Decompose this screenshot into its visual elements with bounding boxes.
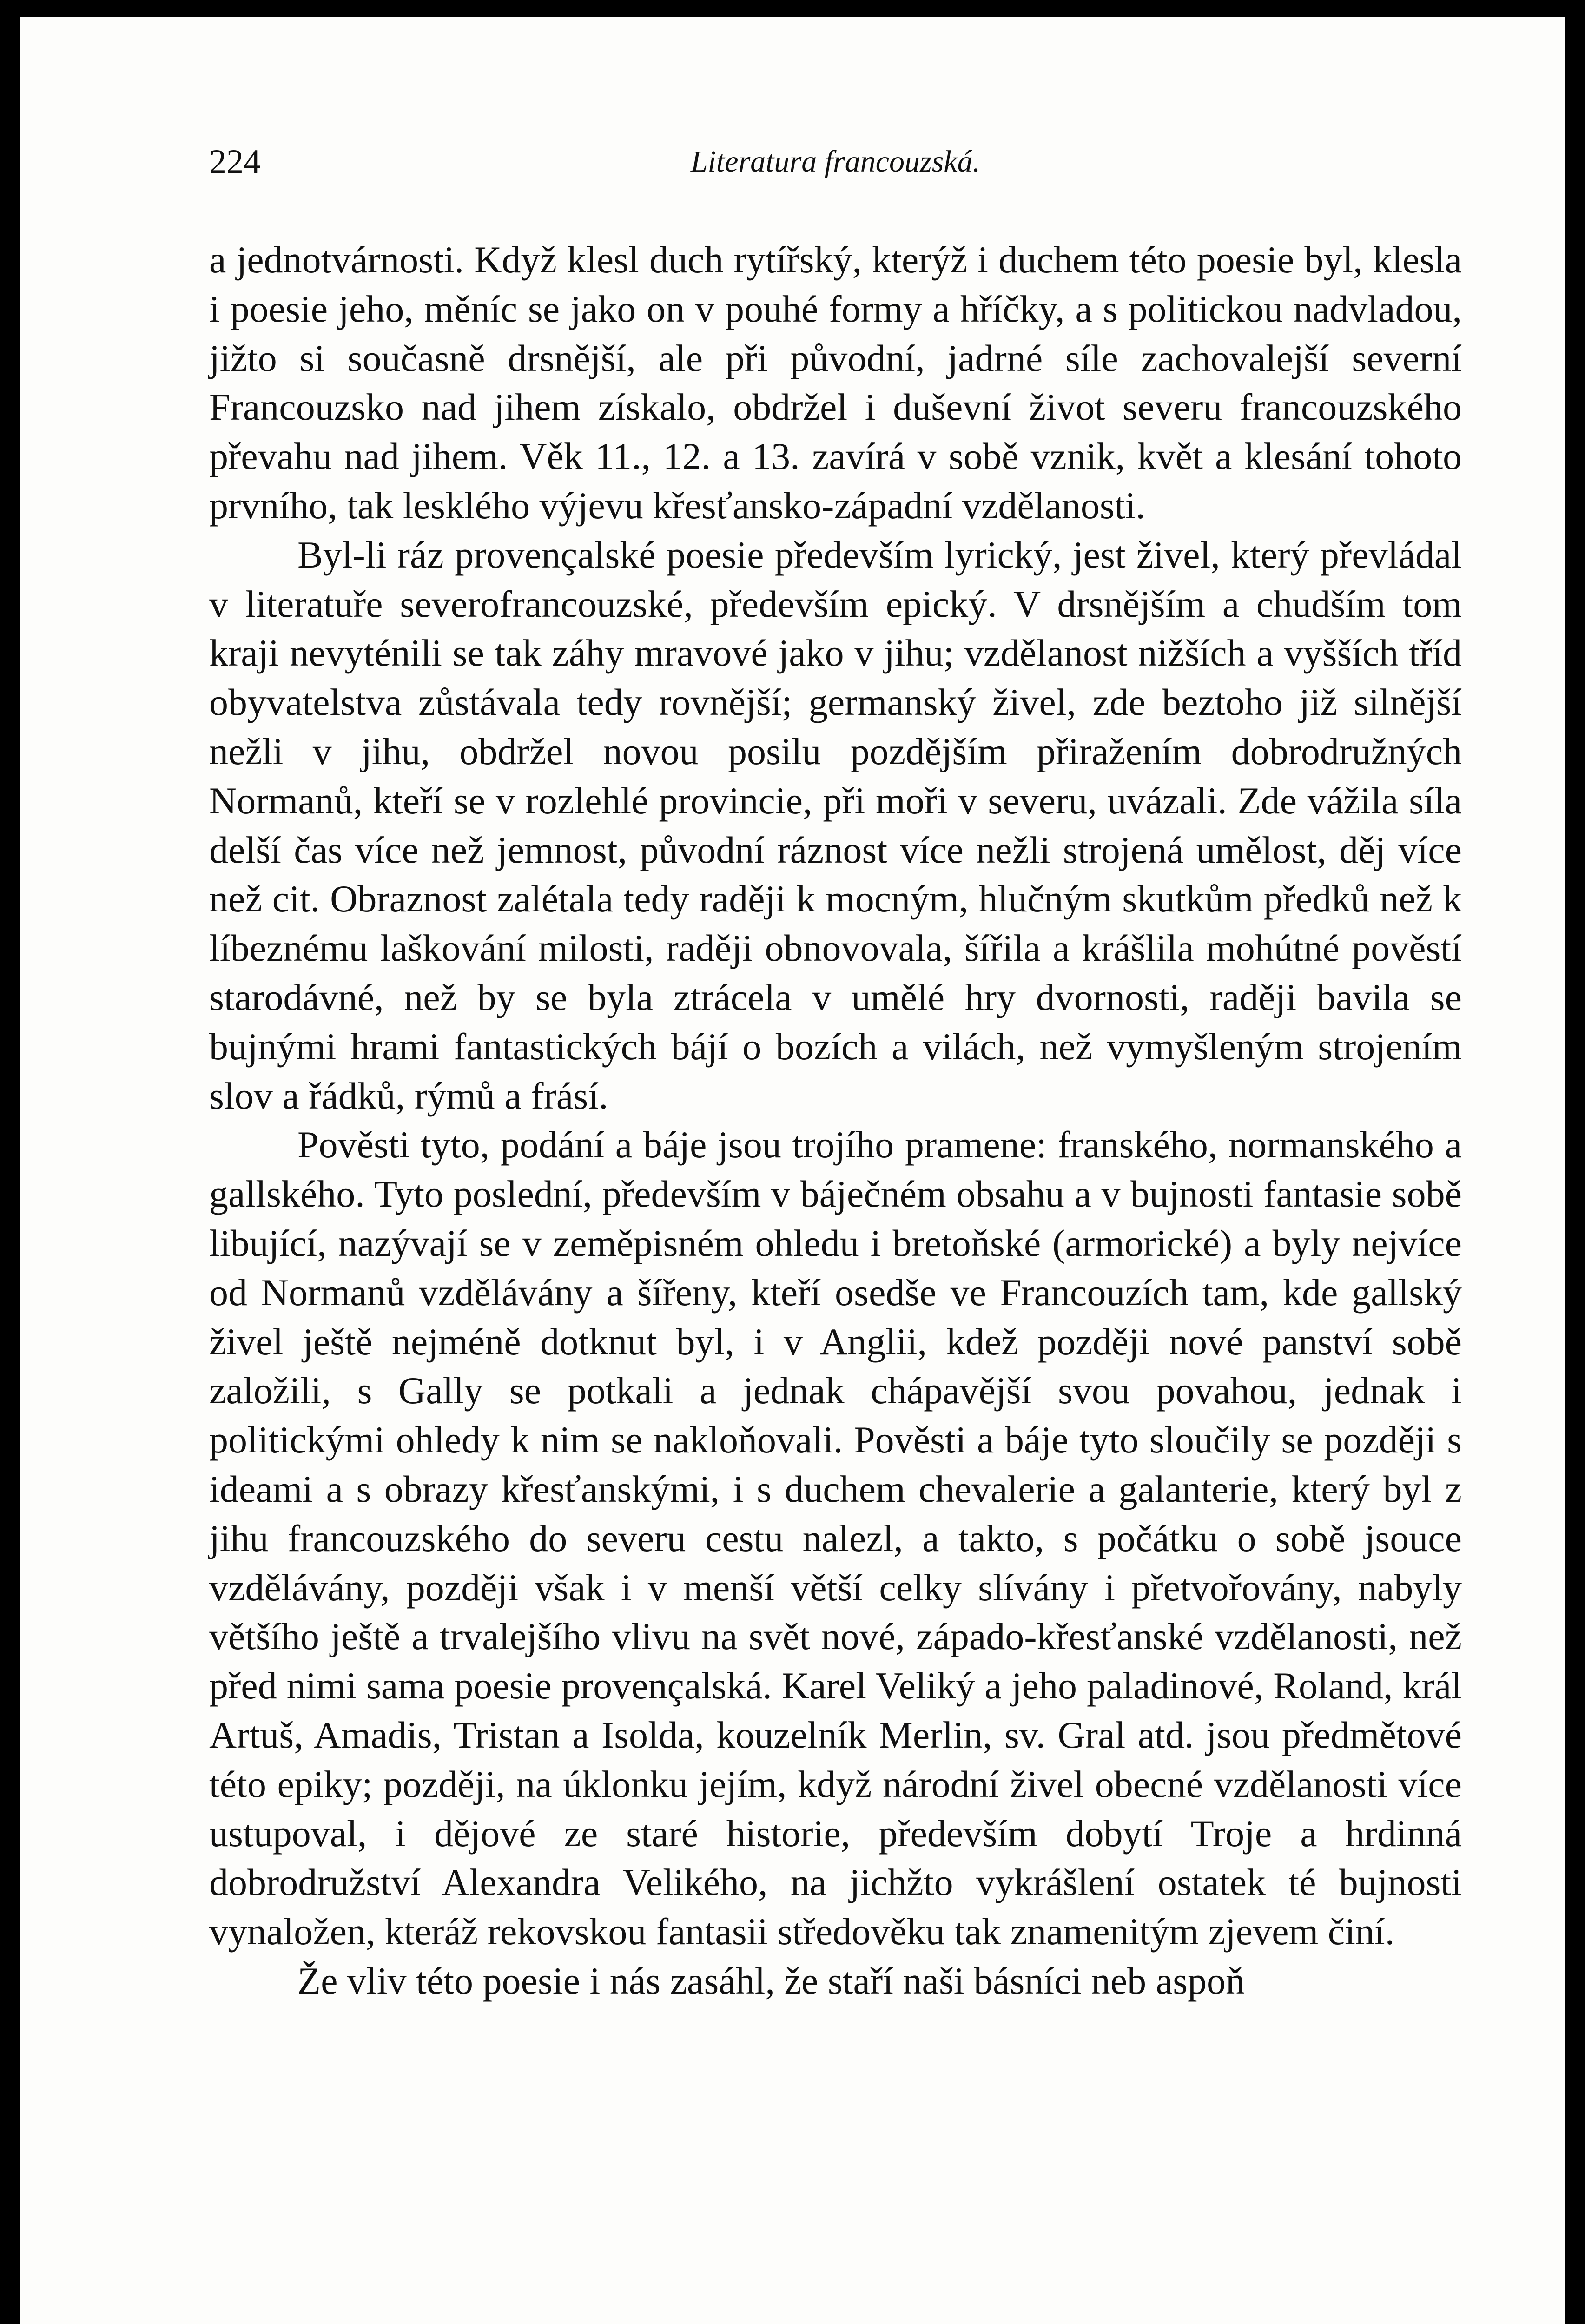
paragraph-legend-sources: Pověsti tyto, podání a báje jsou trojího pramene: franského, normanského a gallského. Tyto poslední, především v báječném obsahu a v bujnosti fantasie sobě libující, nazývají se v zeměpisném ohledu i bretoňské (armorické) a byly nejvíce od Normanů vzdělávány a šířeny, kteří osedše ve Francouzích tam, kde gallský živel ještě nejméně dotknut byl, i v Anglii, kdež později nové panství sobě založili, s Gally se potkali a jednak chápavější svou povahou, jednak i politickými ohledy k nim se nakloňovali. Pověsti a báje tyto sloučily se později s ideami a s obrazy křesťanskými, i s duchem chevalerie a galanterie, který byl z jihu francouzského do severu cestu nalezl, a takto, s počátku o sobě jsouce vzdělávány, později však i v menší větší celky slívány i přetvořovány, nabyly většího ještě a trvalejšího vlivu na svět nové, západo-křesťanské vzdělanosti, než před nimi sama poesie provençalská. Karel Veliký a jeho paladinové, Roland, král Artuš, Amadis, Tristan a Isolda, kouzelník Merlin, sv. Gral atd. jsou předmětové této epiky; později, na úklonku jejím, když národní živel obecné vzdělanosti více ustupoval, i dějové ze staré historie, především dobytí Troje a hrdinná dobrodružství Alexandra Velikého, na jichžto vykrášlení ostatek té bujnosti vynaložen, kteráž rekovskou fantasii středověku tak znamenitým zjevem činí. <box>209 1123 1462 1953</box>
paragraph-continuation: a jednotvárnosti. Když klesl duch rytířský, kterýž i duchem této poesie byl, klesla i poesie jeho, měníc se jako on v pouhé formy a hříčky, a s politickou nadvladou, jižto si současně drsnější, ale při původní, jadrné síle zachovalejší severní Francouzsko nad jihem získalo, obdržel i duševní život severu francouzského převahu nad jihem. Věk 11., 12. a 13. zavírá v sobě vznik, květ a klesání tohoto prvního, tak lesklého výjevu křesťansko-západní vzdělanosti. <box>209 238 1462 527</box>
body-text <box>209 235 1462 2006</box>
page-number: 224 <box>209 143 261 181</box>
running-title: Literatura francouzská. <box>690 145 981 178</box>
book-page <box>20 17 1565 2324</box>
paragraph-influence: Že vliv této poesie i nás zasáhl, že staří naši básníci neb aspoň <box>297 1959 1245 2002</box>
paragraph-epic-character: Byl-li ráz provençalské poesie především lyrický, jest živel, který převládal v literatuře severofrancouzské, především epický. V drsnějším a chudším tom kraji nevyténili se tak záhy mravové jako v jihu; vzdělanost nižších a vyšších tříd obyvatelstva zůstávala tedy rovnější; germanský živel, zde beztoho již silnější nežli v jihu, obdržel novou posilu pozdějším přiražením dobrodružných Normanů, kteří se v rozlehlé provincie, při moři v severu, uvázali. Zde vážila síla delší čas více než jemnost, původní ráznost více nežli strojená umělost, děj více než cit. Obraznost zalétala tedy raději k mocným, hlučným skutkům předků než k líbeznému laškování milosti, raději obnovovala, šířila a krášlila mohútné pověstí starodávné, než by se byla ztrácela v umělé hry dvornosti, raději bavila se bujnými hrami fantastických bájí o bozích a vilách, než vymyšleným strojením slov a řádků, rýmů a frásí. <box>209 533 1462 1117</box>
page-header <box>209 139 1462 194</box>
